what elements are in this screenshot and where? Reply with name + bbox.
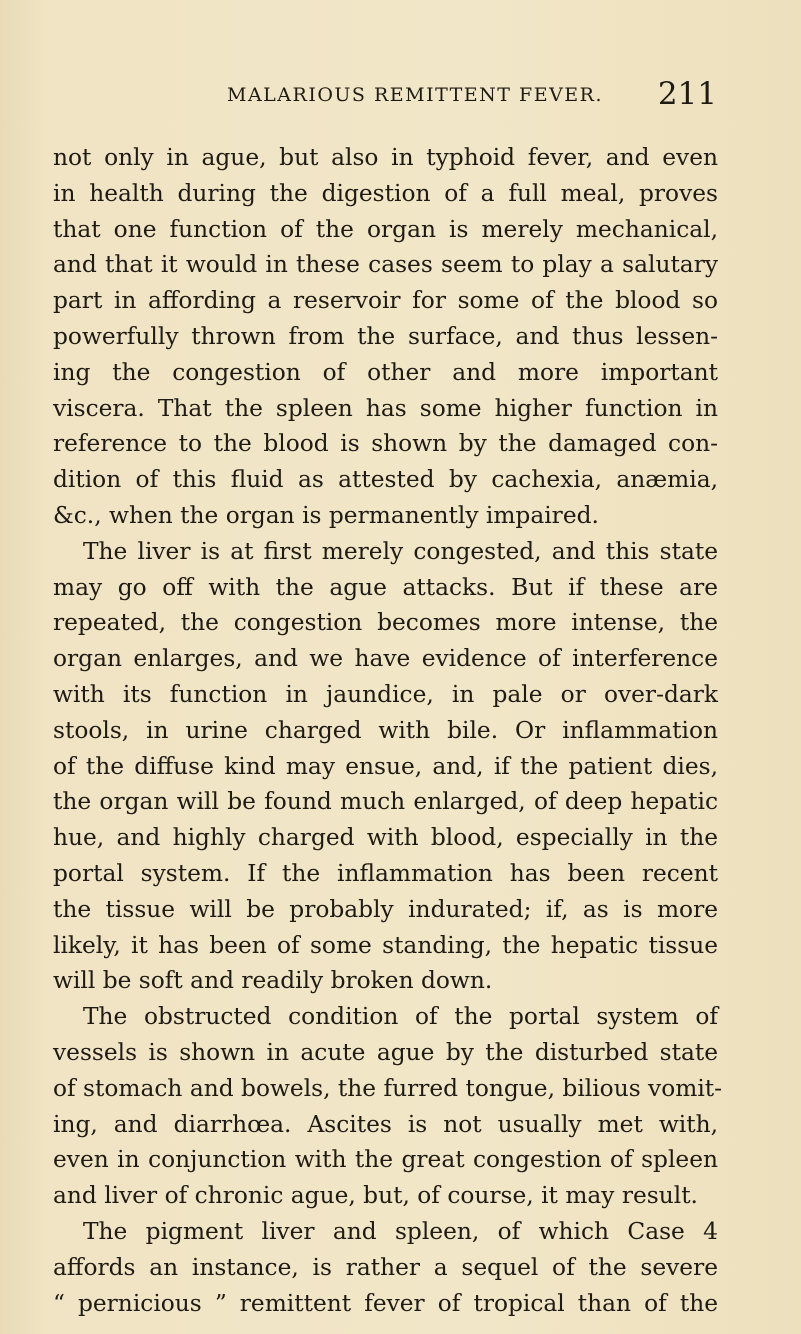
text-line: repeated, the congestion becomes more intense, the (53, 609, 718, 637)
text-line: of stomach and bowels, the furred tongue, bilious vomit- (53, 1074, 723, 1102)
body-text (53, 140, 723, 1321)
text-line: of the diffuse kind may ensue, and, if the patient dies, (53, 752, 718, 780)
running-title: MALARIOUS REMITTENT FEVER. (227, 84, 603, 106)
text-line: ing, and diarrhœa. Ascites is not usually met with, (53, 1110, 718, 1138)
text-line: viscera. That the spleen has some higher function in (53, 394, 718, 422)
text-line: likely, it has been of some standing, the hepatic tissue (53, 931, 718, 959)
text-line: affords an instance, is rather a sequel of the severe (53, 1253, 718, 1281)
text-line: the tissue will be probably indurated; if, as is more (53, 895, 718, 923)
text-line: hue, and highly charged with blood, especially in the (53, 824, 718, 852)
text-line: portal system. If the inflammation has been recent (53, 859, 718, 887)
text-line: stools, in urine charged with bile. Or inflammation (53, 716, 718, 744)
text-line: even in conjunction with the great congestion of spleen (53, 1146, 718, 1174)
text-line: and that it would in these cases seem to play a salutary (53, 251, 718, 279)
text-line: &c., when the organ is permanently impaired. (53, 501, 599, 529)
text-line: ing the congestion of other and more important (53, 358, 718, 386)
text-line: part in affording a reservoir for some of the blood so (53, 287, 718, 315)
text-line: in health during the digestion of a full meal, proves (53, 179, 718, 207)
text-line: with its function in jaundice, in pale or over-dark (53, 680, 718, 708)
text-line: The obstructed condition of the portal system of (83, 1003, 718, 1031)
text-line: “ pernicious ” remittent fever of tropical than of the (53, 1289, 718, 1317)
text-line: vessels is shown in acute ague by the disturbed state (53, 1038, 718, 1066)
text-line: organ enlarges, and we have evidence of interference (53, 645, 718, 673)
text-line: reference to the blood is shown by the damaged con- (53, 430, 718, 458)
text-line: the organ will be found much enlarged, of deep hepatic (53, 788, 718, 816)
text-line: not only in ague, but also in typhoid fever, and even (53, 144, 718, 171)
text-line: The liver is at first merely congested, and this state (83, 537, 718, 565)
running-head (227, 76, 717, 116)
text-line: The pigment liver and spleen, of which Case 4 (83, 1217, 718, 1245)
text-line: dition of this fluid as attested by cachexia, anæmia, (53, 466, 718, 494)
text-line: that one function of the organ is merely mechanical, (53, 215, 718, 243)
text-line: powerfully thrown from the surface, and thus lessen- (53, 322, 718, 350)
text-line: and liver of chronic ague, but, of course, it may result. (53, 1182, 698, 1210)
page-number: 211 (657, 76, 717, 112)
text-line: may go off with the ague attacks. But if these are (53, 573, 718, 601)
text-line: will be soft and readily broken down. (53, 967, 493, 995)
